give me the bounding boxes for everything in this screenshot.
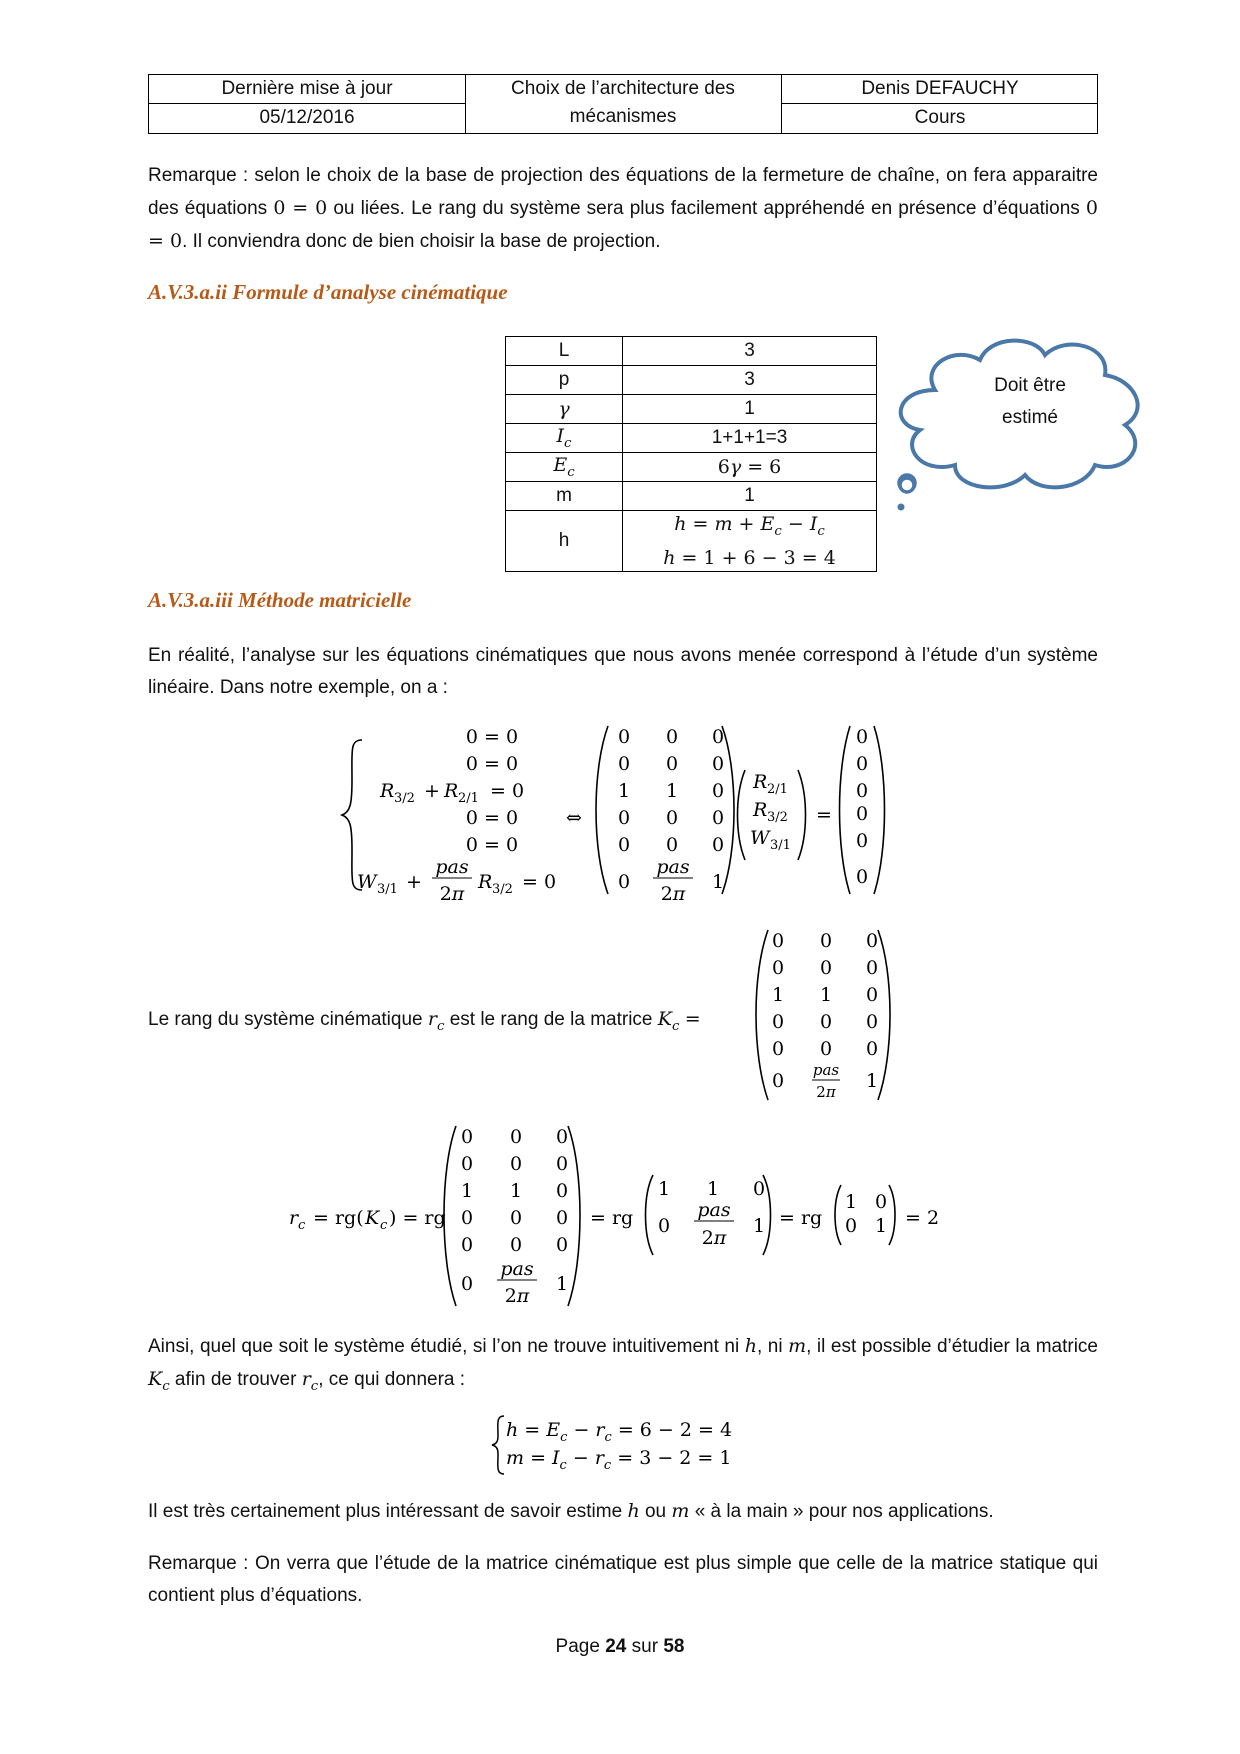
header-date: 05/12/2016 (259, 107, 355, 128)
svg-text:=: = (816, 804, 832, 826)
svg-text:pas: pas (500, 1258, 534, 1280)
svg-text:0: 0 (855, 803, 869, 825)
header-table (148, 74, 1098, 134)
svg-text:1: 1 (556, 1273, 569, 1295)
svg-text:W: W (357, 871, 377, 893)
svg-text:0: 0 (658, 1215, 671, 1237)
svg-text:= rg(: = rg( (313, 1207, 364, 1229)
svg-text:= rg: = rg (779, 1207, 823, 1229)
svg-text:0: 0 (556, 1153, 569, 1175)
svg-text:3/1: 3/1 (377, 882, 398, 897)
svg-text:R: R (478, 871, 493, 893)
svg-text:0: 0 (618, 807, 631, 829)
paragraph-intro: En réalité, l’analyse sur les équations cinématiques que nous avons menée correspond à l’étude d’un système linéaire. Dans notre exemple, on a : (148, 645, 1098, 698)
svg-text:3/2: 3/2 (767, 810, 788, 825)
svg-text:0: 0 (556, 1180, 569, 1202)
svg-text:0: 0 (461, 1234, 474, 1256)
svg-text:0 = 0: 0 = 0 (465, 807, 519, 829)
svg-text:0: 0 (618, 834, 631, 856)
svg-text:0: 0 (845, 1215, 858, 1237)
svg-text:= 2: = 2 (905, 1207, 940, 1229)
svg-text:⇔: ⇔ (566, 807, 582, 829)
svg-text:0: 0 (666, 726, 679, 748)
svg-text:1: 1 (820, 984, 833, 1006)
heading-methode-matricielle: A.V.3.a.iii Méthode matricielle (148, 588, 412, 612)
svg-text:0: 0 (712, 753, 725, 775)
svg-text:R: R (444, 780, 459, 802)
svg-text:0: 0 (712, 726, 725, 748)
svg-text:0 = 0: 0 = 0 (465, 726, 519, 748)
svg-text:1: 1 (461, 1180, 474, 1202)
svg-text:0: 0 (618, 726, 631, 748)
svg-text:0: 0 (866, 984, 879, 1006)
svg-text:0: 0 (866, 1011, 879, 1033)
svg-text:0: 0 (461, 1273, 474, 1295)
svg-text:= 0: = 0 (522, 871, 557, 893)
svg-text:0 = 0: 0 = 0 (465, 834, 519, 856)
svg-text:2π: 2π (660, 883, 686, 905)
paragraph-estimation: Il est très certainement plus intéressant de savoir estime h ou m « à la main » pour nos applications. (148, 1500, 994, 1522)
equation-system (340, 720, 920, 910)
svg-text:0: 0 (556, 1234, 569, 1256)
svg-text:0: 0 (712, 834, 725, 856)
svg-text:R: R (753, 771, 768, 793)
svg-text:pas: pas (812, 1061, 840, 1079)
table-row: p 3 (506, 366, 877, 395)
svg-text:0: 0 (855, 753, 869, 775)
svg-text:+: + (406, 871, 422, 893)
svg-text:pas: pas (656, 856, 690, 878)
remark-projection-base: Remarque : selon le choix de la base de projection des équations de la fermeture de chaîne, on fera apparaitre des équations 0 = 0 ou liées. Le rang du système sera plus facilement appréhendé en présence d’équations 0 = 0. Il conviendra donc de bien choisir la base de projection. (148, 165, 1098, 252)
svg-text:= rg: = rg (590, 1207, 634, 1229)
svg-text:0: 0 (712, 780, 725, 802)
svg-text:0: 0 (461, 1207, 474, 1229)
table-row: $I_c$ 1+1+1=3 (506, 424, 877, 453)
svg-text:1: 1 (845, 1191, 858, 1213)
svg-text:2/1: 2/1 (458, 791, 479, 806)
cloud-text: Doit être estimé (994, 375, 1066, 428)
svg-text:0: 0 (556, 1126, 569, 1148)
svg-text:0: 0 (855, 866, 869, 888)
header-last-update-label: Dernière mise à jour (221, 78, 393, 99)
paragraph-ainsi: Ainsi, quel que soit le système étudié, si l’on ne trouve intuitivement ni h, ni m, il est possible d’étudier la matrice $K_c$ afin de trouver $r_c$, ce qui donnera : (148, 1335, 1098, 1394)
svg-text:2π: 2π (439, 883, 465, 905)
svg-text:2/1: 2/1 (767, 782, 788, 797)
svg-text:3/2: 3/2 (394, 791, 415, 806)
result-system (490, 1410, 790, 1480)
svg-text:K: K (365, 1207, 380, 1229)
svg-text:0: 0 (666, 807, 679, 829)
svg-text:0: 0 (461, 1153, 474, 1175)
svg-text:0: 0 (772, 957, 785, 979)
rank-sentence: Le rang du système cinématique $r_c$ est le rang de la matrice $K_c$ = (148, 1008, 701, 1034)
svg-text:1: 1 (618, 780, 631, 802)
svg-text:1: 1 (712, 871, 725, 893)
svg-text:0: 0 (618, 753, 631, 775)
svg-text:0: 0 (855, 726, 869, 748)
header-doc-type: Cours (914, 107, 966, 128)
table-row: $E_c$ 6γ = 6 (506, 453, 877, 482)
svg-text:) = rg: ) = rg (389, 1207, 446, 1229)
svg-text:0: 0 (866, 957, 879, 979)
svg-text:0: 0 (855, 830, 869, 852)
svg-text:3/2: 3/2 (492, 882, 513, 897)
svg-text:c: c (298, 1218, 306, 1233)
svg-text:W: W (750, 827, 770, 849)
svg-text:= 0: = 0 (490, 780, 525, 802)
kinematic-table (505, 336, 877, 572)
header-title: Choix de l’architecture des mécanismes (511, 78, 735, 127)
kc-matrix (752, 924, 902, 1114)
svg-text:0: 0 (772, 1011, 785, 1033)
svg-text:0: 0 (753, 1178, 766, 1200)
header-author: Denis DEFAUCHY (861, 78, 1019, 99)
svg-text:R: R (380, 780, 395, 802)
svg-text:0: 0 (510, 1207, 523, 1229)
svg-text:c: c (380, 1218, 388, 1233)
svg-text:1: 1 (666, 780, 679, 802)
svg-text:0: 0 (666, 753, 679, 775)
svg-text:h = Ec − rc = 6 − 2 = 4: $h = E_c - r_c = 6 - 2 = 4$ (506, 1419, 733, 1445)
svg-text:3/1: 3/1 (770, 838, 791, 853)
svg-text:m = Ic − rc = 3 − 2 = 1: $m = I_c - r_c = 3 - 2 = 1$ (506, 1447, 732, 1473)
svg-text:0: 0 (820, 957, 833, 979)
svg-text:1: 1 (875, 1215, 888, 1237)
svg-text:0: 0 (510, 1126, 523, 1148)
svg-text:0: 0 (875, 1191, 888, 1213)
svg-text:0 = 0: 0 = 0 (465, 753, 519, 775)
svg-text:0: 0 (772, 930, 785, 952)
svg-text:0: 0 (772, 1038, 785, 1060)
svg-text:1: 1 (510, 1180, 523, 1202)
svg-text:2π: 2π (504, 1285, 530, 1307)
thought-bubble-dots-icon (895, 465, 955, 515)
svg-text:pas: pas (435, 856, 469, 878)
svg-text:0: 0 (820, 1038, 833, 1060)
heading-formule-analyse: A.V.3.a.ii Formule d’analyse cinématique (148, 280, 508, 304)
table-row: γ 1 (506, 395, 877, 424)
svg-text:1: 1 (753, 1215, 766, 1237)
svg-text:0: 0 (510, 1153, 523, 1175)
svg-text:r: r (289, 1207, 299, 1229)
page-footer: Page 24 sur 58 (555, 1636, 685, 1657)
svg-text:0: 0 (510, 1234, 523, 1256)
svg-text:0: 0 (461, 1126, 474, 1148)
svg-text:0: 0 (866, 1038, 879, 1060)
svg-text:1: 1 (772, 984, 785, 1006)
svg-text:1: 1 (866, 1070, 879, 1092)
svg-text:0: 0 (866, 930, 879, 952)
svg-text:0: 0 (556, 1207, 569, 1229)
svg-text:0: 0 (712, 807, 725, 829)
table-row: m 1 (506, 482, 877, 511)
svg-text:0: 0 (855, 780, 869, 802)
remark-static-matrix: Remarque : On verra que l’étude de la matrice cinématique est plus simple que celle de la matrice statique qui contient plus d’équations. (148, 1553, 1098, 1606)
svg-text:2π: 2π (816, 1083, 836, 1101)
svg-text:pas: pas (697, 1199, 731, 1221)
rank-formula (285, 1120, 985, 1320)
svg-text:0: 0 (820, 930, 833, 952)
svg-text:0: 0 (618, 871, 631, 893)
table-row: L 3 (506, 337, 877, 366)
svg-text:2π: 2π (701, 1227, 727, 1249)
svg-text:0: 0 (820, 1011, 833, 1033)
svg-text:1: 1 (658, 1178, 671, 1200)
svg-text:1: 1 (707, 1178, 720, 1200)
svg-text:0: 0 (772, 1070, 785, 1092)
svg-text:0: 0 (666, 834, 679, 856)
svg-text:R: R (753, 799, 768, 821)
svg-text:+: + (424, 780, 440, 802)
table-row: h $h = m + E_c - I_c$ h = 1 + 6 − 3 = 4 (506, 511, 877, 572)
